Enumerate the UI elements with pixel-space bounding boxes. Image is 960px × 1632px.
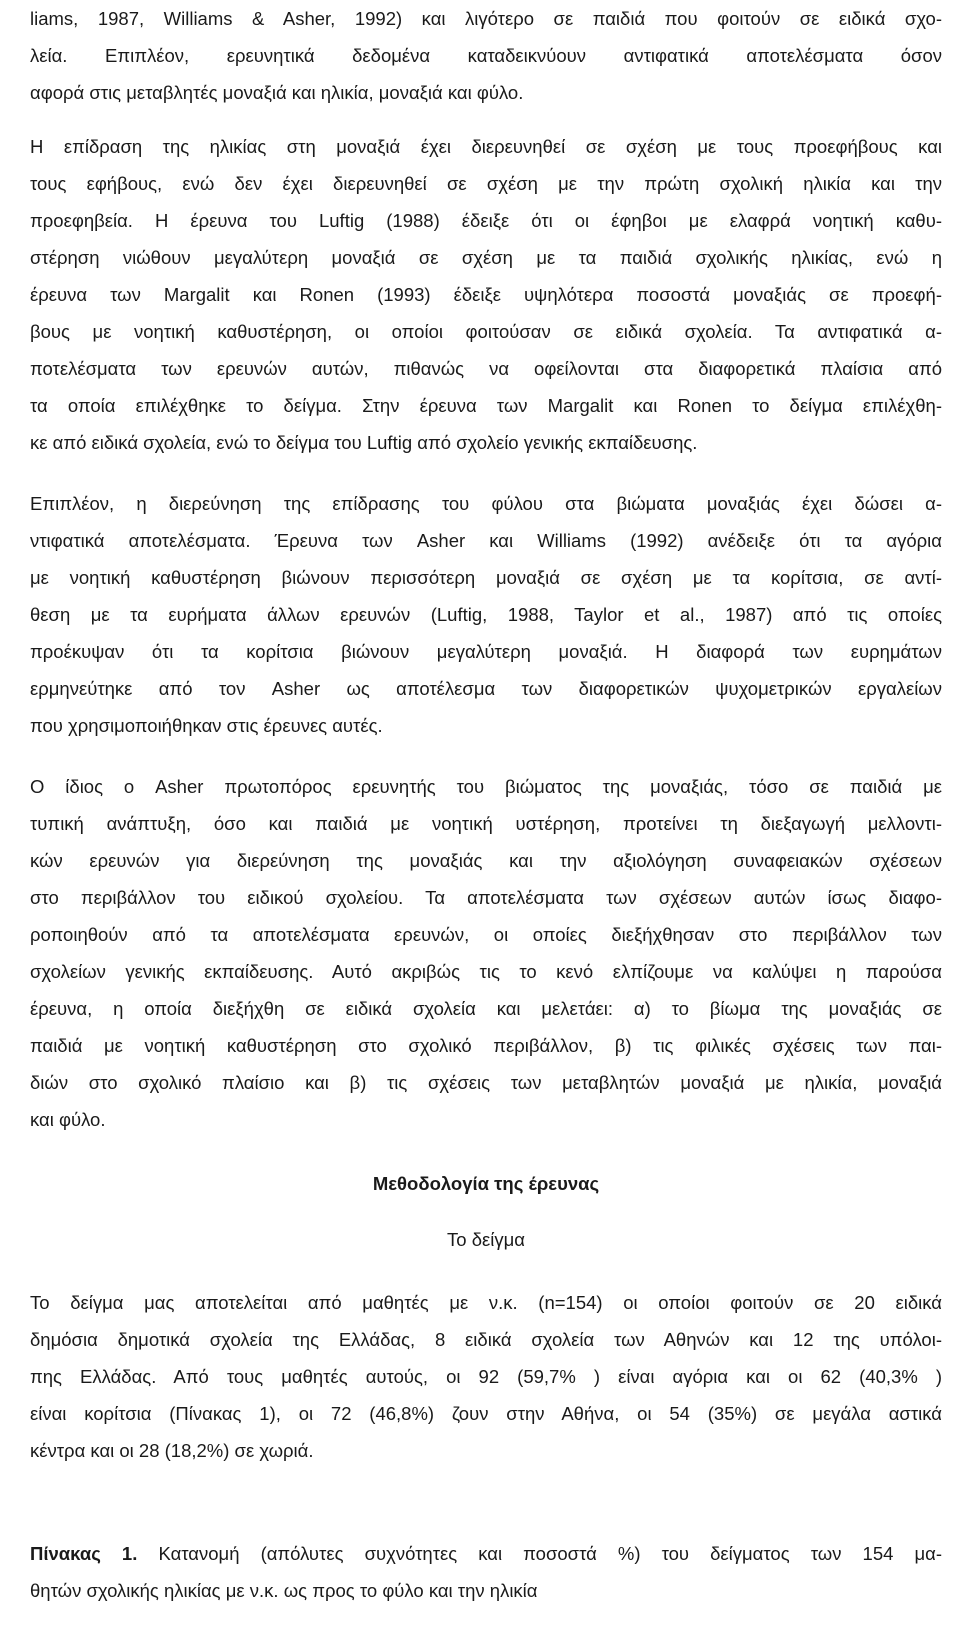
- paragraph-3-line-0: Ο ίδιος ο Asher πρωτοπόρος ερευνητής του βιώματος της μοναξιάς, τόσο σε παιδιά με: [30, 776, 942, 797]
- table-caption-text-1: Κατανομή (απόλυτες συχνότητες και ποσοστά %) του δείγματος των 154 μα-: [137, 1543, 942, 1564]
- paragraph-1-line-3: στέρηση νιώθουν μεγαλύτερη μοναξιά σε σχέση με τα παιδιά σχολικής ηλικίας, ενώ η: [30, 247, 942, 268]
- paragraph-2-line-4: προέκυψαν ότι τα κορίτσια βιώνουν μεγαλύτερη μοναξιά. Η διαφορά των ευρημάτων: [30, 641, 942, 662]
- paragraph-2-line-6: που χρησιμοποιήθηκαν στις έρευνες αυτές.: [30, 715, 383, 736]
- table-caption-label: Πίνακας 1.: [30, 1543, 138, 1564]
- paragraph-2-line-0: Επιπλέον, η διερεύνηση της επίδρασης του φύλου στα βιώματα μοναξιάς έχει δώσει α-: [30, 493, 942, 514]
- paragraph-3-line-4: ροποιηθούν από τα αποτελέσματα ερευνών, οι οποίες διεξήχθησαν στο περιβάλλον των: [30, 924, 942, 945]
- paragraph-1-line-4: έρευνα των Margalit και Ronen (1993) έδειξε υψηλότερα ποσοστά μοναξιάς σε προεφή-: [30, 284, 942, 305]
- paragraph-3-line-3: στο περιβάλλον του ειδικού σχολείου. Τα αποτελέσματα των σχέσεων αυτών ίσως διαφο-: [30, 887, 942, 908]
- paragraph-0-line-2: αφορά στις μεταβλητές μοναξιά και ηλικία, μοναξιά και φύλο.: [30, 82, 524, 103]
- paragraph-3-line-8: διών στο σχολικό πλαίσιο και β) τις σχέσεις των μεταβλητών μοναξιά με ηλικία, μοναξιά: [30, 1072, 942, 1093]
- paragraph-3-line-1: τυπική ανάπτυξη, όσο και παιδιά με νοητική υστέρηση, προτείνει τη διεξαγωγή μελλοντι-: [30, 813, 942, 834]
- paragraph-0-line-0: liams, 1987, Williams & Asher, 1992) και λιγότερο σε παιδιά που φοιτούν σε ειδικά σχο-: [30, 8, 942, 29]
- paragraph-2-line-3: θεση με τα ευρήματα άλλων ερευνών (Luftig, 1988, Taylor et al., 1987) από τις οποίες: [30, 604, 942, 625]
- paragraph-2-line-2: με νοητική καθυστέρηση βιώνουν περισσότερη μοναξιά σε σχέση με τα κορίτσια, σε αντί-: [30, 567, 942, 588]
- paragraph-3-line-6: έρευνα, η οποία διεξήχθη σε ειδικά σχολεία και μελετάει: α) το βίωμα της μοναξιάς σε: [30, 998, 942, 1019]
- paragraph-1-line-5: βους με νοητική καθυστέρηση, οι οποίοι φοιτούσαν σε ειδικά σχολεία. Τα αντιφατικά α-: [30, 321, 942, 342]
- paragraph-1-line-8: κε από ειδικά σχολεία, ενώ το δείγμα του Luftig από σχολείο γενικής εκπαίδευσης.: [30, 432, 698, 453]
- paragraph-4-line-3: είναι κορίτσια (Πίνακας 1), οι 72 (46,8%) ζουν στην Αθήνα, οι 54 (35%) σε μεγάλα αστικά: [30, 1403, 942, 1424]
- paragraph-3-line-9: και φύλο.: [30, 1109, 106, 1130]
- table-caption-line-0: [30, 1537, 942, 1571]
- paragraph-2-line-5: ερμηνεύτηκε από τον Asher ως αποτέλεσμα των διαφορετικών ψυχομετρικών εργαλείων: [30, 678, 942, 699]
- paragraph-1-line-1: τους εφήβους, ενώ δεν έχει διερευνηθεί σε σχέση με την πρώτη σχολική ηλικία και την: [30, 173, 942, 194]
- paragraph-3-line-7: παιδιά με νοητική καθυστέρηση στο σχολικό περιβάλλον, β) τις φιλικές σχέσεις των παι-: [30, 1035, 942, 1056]
- paragraph-1-line-2: προεφηβεία. Η έρευνα του Luftig (1988) έδειξε ότι οι έφηβοι με ελαφρά νοητική καθυ-: [30, 210, 942, 231]
- paragraph-1-line-7: τα οποία επιλέχθηκε το δείγμα. Στην έρευνα των Margalit και Ronen το δείγμα επιλέχθη-: [30, 395, 942, 416]
- paragraph-1-line-6: ποτελέσματα των ερευνών αυτών, πιθανώς να οφείλονται στα διαφορετικά πλαίσια από: [30, 358, 942, 379]
- paragraph-4-line-4: κέντρα και οι 28 (18,2%) σε χωριά.: [30, 1440, 314, 1461]
- table-caption-line-1: θητών σχολικής ηλικίας με ν.κ. ως προς το φύλο και την ηλικία: [30, 1580, 538, 1601]
- paragraph-2-line-1: ντιφατικά αποτελέσματα. Έρευνα των Asher και Williams (1992) ανέδειξε ότι τα αγόρια: [30, 530, 942, 551]
- paragraph-3-line-2: κών ερευνών για διερεύνηση της μοναξιάς και την αξιολόγηση συναφειακών σχέσεων: [30, 850, 942, 871]
- paragraph-4-line-1: δημόσια δημοτικά σχολεία της Ελλάδας, 8 ειδικά σχολεία των Αθηνών και 12 της υπόλοι-: [30, 1329, 942, 1350]
- section-heading-methodology: Μεθοδολογία της έρευνας: [372, 1173, 600, 1194]
- paragraph-0-line-1: λεία. Επιπλέον, ερευνητικά δεδομένα καταδεικνύουν αντιφατικά αποτελέσματα όσον: [30, 45, 942, 66]
- subsection-heading-sample: Το δείγμα: [447, 1229, 525, 1250]
- paragraph-1-line-0: Η επίδραση της ηλικίας στη μοναξιά έχει διερευνηθεί σε σχέση με τους προεφήβους και: [30, 136, 942, 157]
- paragraph-3-line-5: σχολείων γενικής εκπαίδευσης. Αυτό ακριβώς τις το κενό ελπίζουμε να καλύψει η παρούσα: [30, 961, 942, 982]
- paragraph-4-line-0: Το δείγμα μας αποτελείται από μαθητές με ν.κ. (n=154) οι οποίοι φοιτούν σε 20 ειδικά: [30, 1292, 942, 1313]
- paragraph-4-line-2: πης Ελλάδας. Από τους μαθητές αυτούς, οι 92 (59,7% ) είναι αγόρια και οι 62 (40,3% ): [30, 1366, 942, 1387]
